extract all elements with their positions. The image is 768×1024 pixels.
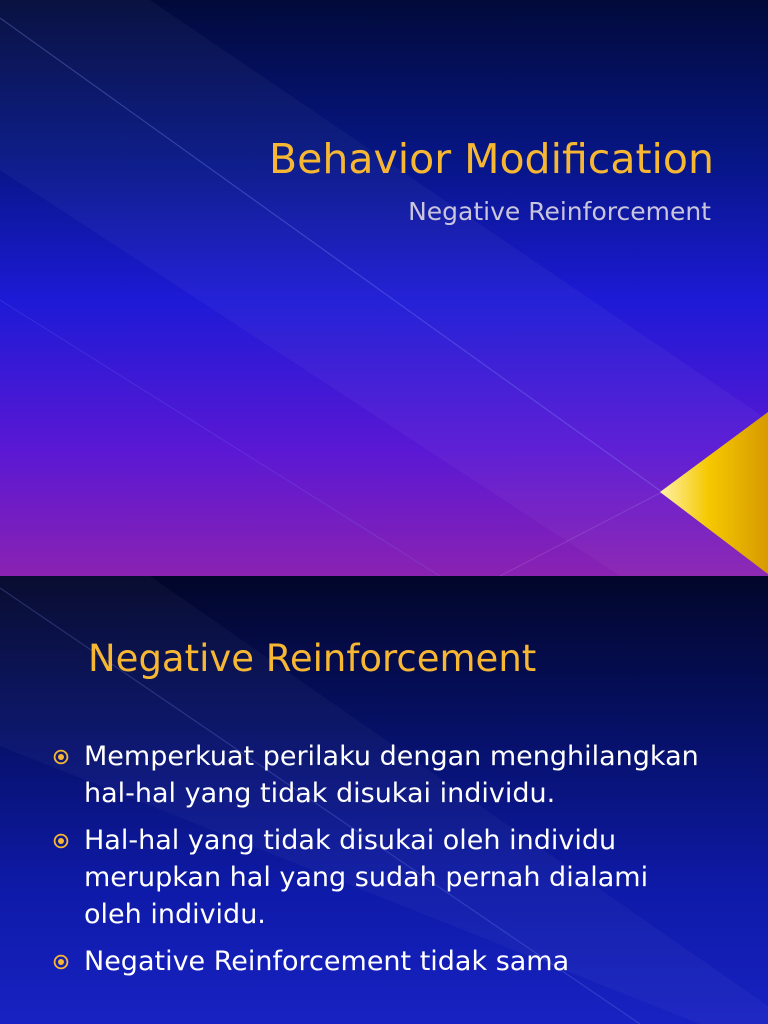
slide-subtitle: Negative Reinforcement	[408, 197, 711, 226]
diagonal-line-1	[0, 18, 662, 492]
slide-title: Behavior Modification	[269, 135, 714, 183]
bullet-item	[0, 943, 704, 980]
bullet-item	[0, 738, 704, 812]
bullet-item	[0, 822, 704, 933]
bullet-text: Hal-hal yang tidak disukai oleh individu merupkan hal yang sudah pernah dialami oleh individu.	[84, 825, 649, 930]
slide-heading: Negative Reinforcement	[88, 637, 537, 680]
bullet-text: Memperkuat perilaku dengan menghilangkan hal-hal yang tidak disukai individu.	[84, 741, 699, 809]
circled-dot-bullet-icon	[53, 749, 69, 765]
content-slide	[0, 576, 768, 1024]
bullet-list	[0, 738, 704, 990]
circled-dot-bullet-icon	[53, 833, 69, 849]
bullet-text: Negative Reinforcement tidak sama	[84, 946, 570, 977]
circled-dot-bullet-icon	[53, 954, 69, 970]
